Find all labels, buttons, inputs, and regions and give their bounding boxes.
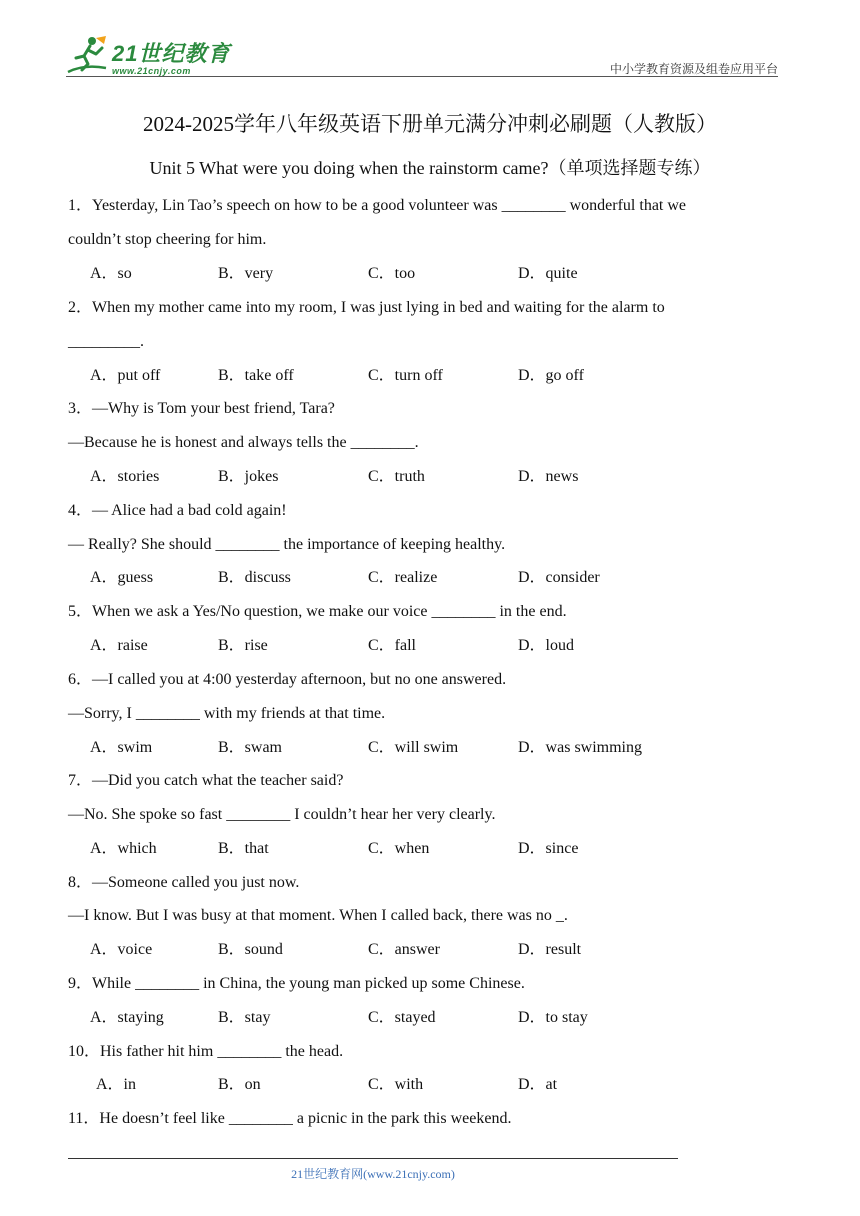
option-c[interactable]: C．stayed [368,1009,436,1026]
question-4-line-2: — Really? She should ________ the importance of keeping healthy. [68,536,506,553]
option-a[interactable]: A．put off [90,367,161,384]
option-a[interactable]: A．guess [90,569,154,586]
page-title: 2024-2025学年八年级英语下册单元满分冲刺必刷题（人教版） [143,112,717,136]
option-c[interactable]: C．too [368,265,416,282]
option-d[interactable]: D．result [518,941,582,958]
option-b[interactable]: B．take off [218,367,294,384]
option-c[interactable]: C．turn off [368,367,443,384]
logo-brand-text: 21世纪教育 [112,41,231,66]
option-b[interactable]: B．rise [218,637,268,654]
option-c[interactable]: C．truth [368,468,425,485]
option-b[interactable]: B．stay [218,1009,271,1026]
option-d[interactable]: D．was swimming [518,739,643,756]
logo [66,34,230,76]
option-d[interactable]: D．quite [518,265,578,282]
option-a[interactable]: A．stories [90,468,160,485]
platform-label: 中小学教育资源及组卷应用平台 [609,62,778,76]
option-a[interactable]: A．in [96,1076,137,1093]
question-8-line-1: 8．—Someone called you just now. [68,874,300,891]
question-2-line-2: _________. [68,333,144,350]
option-d[interactable]: D．to stay [518,1009,588,1026]
option-a[interactable]: A．swim [90,739,153,756]
option-c[interactable]: C．answer [368,941,440,958]
option-b[interactable]: B．on [218,1076,261,1093]
option-c[interactable]: C．fall [368,637,416,654]
option-b[interactable]: B．sound [218,941,283,958]
page-subtitle: Unit 5 What were you doing when the rainstorm came?（单项选择题专练） [149,158,711,178]
option-c[interactable]: C．realize [368,569,438,586]
option-c[interactable]: C．when [368,840,430,857]
question-4-line-1: 4．— Alice had a bad cold again! [68,502,287,519]
header-divider [66,76,778,77]
question-6-line-1: 6．—I called you at 4:00 yesterday afternoon, but no one answered. [68,671,507,688]
option-a[interactable]: A．which [90,840,157,857]
option-b[interactable]: B．very [218,265,274,282]
option-b[interactable]: B．jokes [218,468,279,485]
option-d[interactable]: D．loud [518,637,575,654]
question-1-line-2: couldn’t stop cheering for him. [68,231,267,248]
question-7-line-1: 7．—Did you catch what the teacher said? [68,772,344,789]
option-c[interactable]: C．will swim [368,739,459,756]
question-7-line-2: —No. She spoke so fast ________ I couldn’t hear her very clearly. [68,806,496,823]
question-11-line-1: 11．He doesn’t feel like ________ a picnic in the park this weekend. [68,1110,512,1127]
option-d[interactable]: D．at [518,1076,558,1093]
question-5-line-1: 5．When we ask a Yes/No question, we make our voice ________ in the end. [68,603,567,620]
option-a[interactable]: A．so [90,265,132,282]
footer-divider [68,1158,678,1159]
option-d[interactable]: D．consider [518,569,600,586]
option-b[interactable]: B．swam [218,739,283,756]
option-b[interactable]: B．discuss [218,569,291,586]
question-1-line-1: 1．Yesterday, Lin Tao’s speech on how to be a good volunteer was ________ wonderful that we [68,197,687,214]
logo-url-text: www.21cnjy.com [112,66,191,76]
question-6-line-2: —Sorry, I ________ with my friends at that time. [68,705,386,722]
question-3-line-2: —Because he is honest and always tells the ________. [68,434,419,451]
page-header [66,30,778,78]
option-a[interactable]: A．voice [90,941,153,958]
runner-logo-icon [66,34,110,76]
question-2-line-1: 2．When my mother came into my room, I was just lying in bed and waiting for the alarm to [68,299,665,316]
option-a[interactable]: A．staying [90,1009,164,1026]
question-3-line-1: 3．—Why is Tom your best friend, Tara? [68,400,335,417]
question-10-line-1: 10．His father hit him ________ the head. [68,1043,344,1060]
option-b[interactable]: B．that [218,840,269,857]
option-d[interactable]: D．news [518,468,579,485]
footer-link[interactable]: 21世纪教育网(www.21cnjy.com) [291,1167,455,1181]
option-d[interactable]: D．since [518,840,579,857]
option-a[interactable]: A．raise [90,637,148,654]
option-c[interactable]: C．with [368,1076,424,1093]
option-d[interactable]: D．go off [518,367,584,384]
question-9-line-1: 9．While ________ in China, the young man picked up some Chinese. [68,975,525,992]
question-8-line-2: —I know. But I was busy at that moment. When I called back, there was no _. [68,907,568,924]
